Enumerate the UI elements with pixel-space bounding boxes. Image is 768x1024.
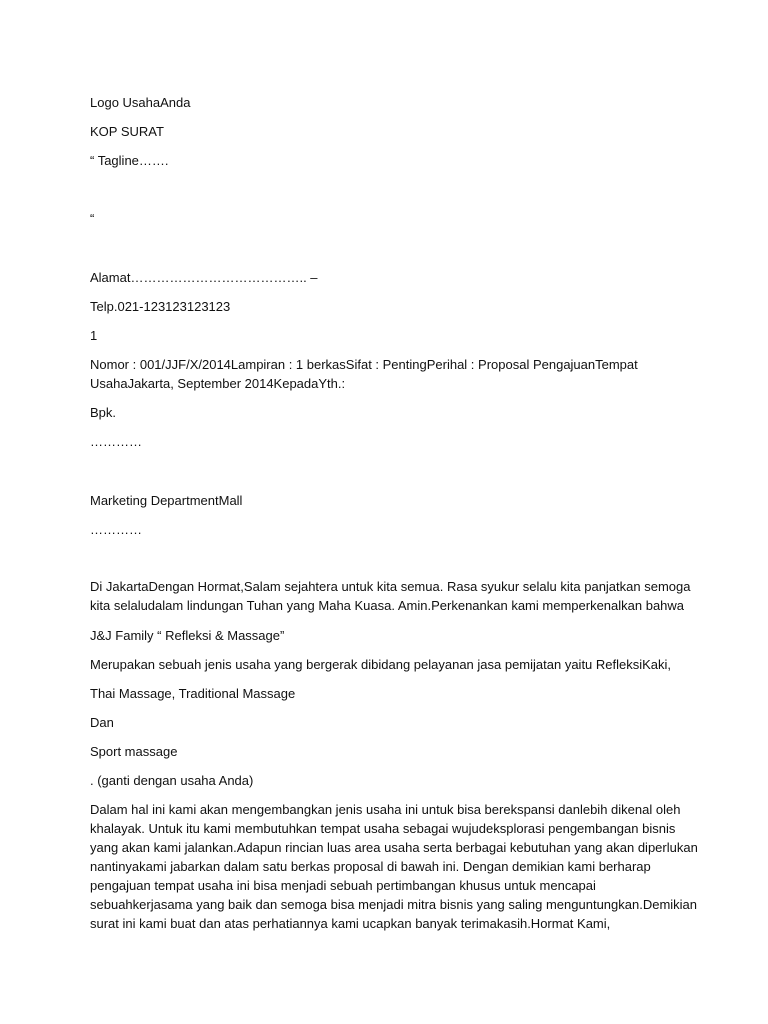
- logo-placeholder: Logo UsahaAnda: [90, 95, 191, 110]
- dots-placeholder: …………: [90, 522, 142, 537]
- paragraph-line: sebuahkerjasama yang baik dan semoga bisa menjadi mitra bisnis yang saling menguntungkan.Demikian: [90, 897, 698, 912]
- paragraph-line: pengajuan tempat usaha ini bisa menjadi sebuah pertimbangan khusus untuk mencapai: [90, 878, 596, 893]
- paragraph-line: Di JakartaDengan Hormat,Salam sejahtera untuk kita semua. Rasa syukur selalu kita panjatkan semoga: [90, 579, 691, 594]
- salutation: Bpk.: [90, 405, 117, 420]
- paragraph-line: nantinyakami jabarkan dalam satu berkas proposal di bawah ini. Dengan demikian kami berharap: [90, 859, 651, 874]
- paragraph-line: surat ini kami buat dan atas perhatiannya kami ucapkan banyak terimakasih.Hormat Kami,: [90, 916, 611, 931]
- paragraph-line: Dalam hal ini kami akan mengembangkan jenis usaha ini untuk bisa berekspansi danlebih dikenal oleh: [90, 802, 681, 817]
- address-line: Alamat………………………………….. –: [90, 270, 318, 285]
- letterhead-title: KOP SURAT: [90, 124, 164, 139]
- letter-header-line: UsahaJakarta, September 2014KepadaYth.:: [90, 376, 346, 391]
- paragraph-line: yang akan kami jalankan.Adapun rincian luas area usaha serta berbagai kebutuhan yang akan diperlukan: [90, 840, 698, 855]
- conjunction-line: Dan: [90, 715, 114, 730]
- dots-placeholder: …………: [90, 434, 142, 449]
- business-description: Merupakan sebuah jenis usaha yang bergerak dibidang pelayanan jasa pemijatan yaitu RefleksiKaki,: [90, 657, 672, 672]
- recipient-line: Marketing DepartmentMall: [90, 493, 243, 508]
- sport-massage-line: Sport massage: [90, 744, 178, 759]
- tagline: “ Tagline…….: [90, 153, 169, 168]
- letter-header-line: Nomor : 001/JJF/X/2014Lampiran : 1 berkasSifat : PentingPerihal : Proposal PengajuanTempat: [90, 357, 638, 372]
- services-line: Thai Massage, Traditional Massage: [90, 686, 296, 701]
- paragraph-line: kita selaludalam lindungan Tuhan yang Maha Kuasa. Amin.Perkenankan kami memperkenalkan bahwa: [90, 598, 685, 613]
- paragraph-line: khalayak. Untuk itu kami membutuhkan tempat usaha sebagai wujudeksplorasi pengembangan bisnis: [90, 821, 676, 836]
- phone-line: Telp.021-123123123123: [90, 299, 231, 314]
- tagline-close-quote: “: [90, 211, 95, 226]
- replace-note: . (ganti dengan usaha Anda): [90, 773, 254, 788]
- page-number: 1: [90, 328, 98, 343]
- company-name: J&J Family “ Refleksi & Massage”: [90, 628, 285, 643]
